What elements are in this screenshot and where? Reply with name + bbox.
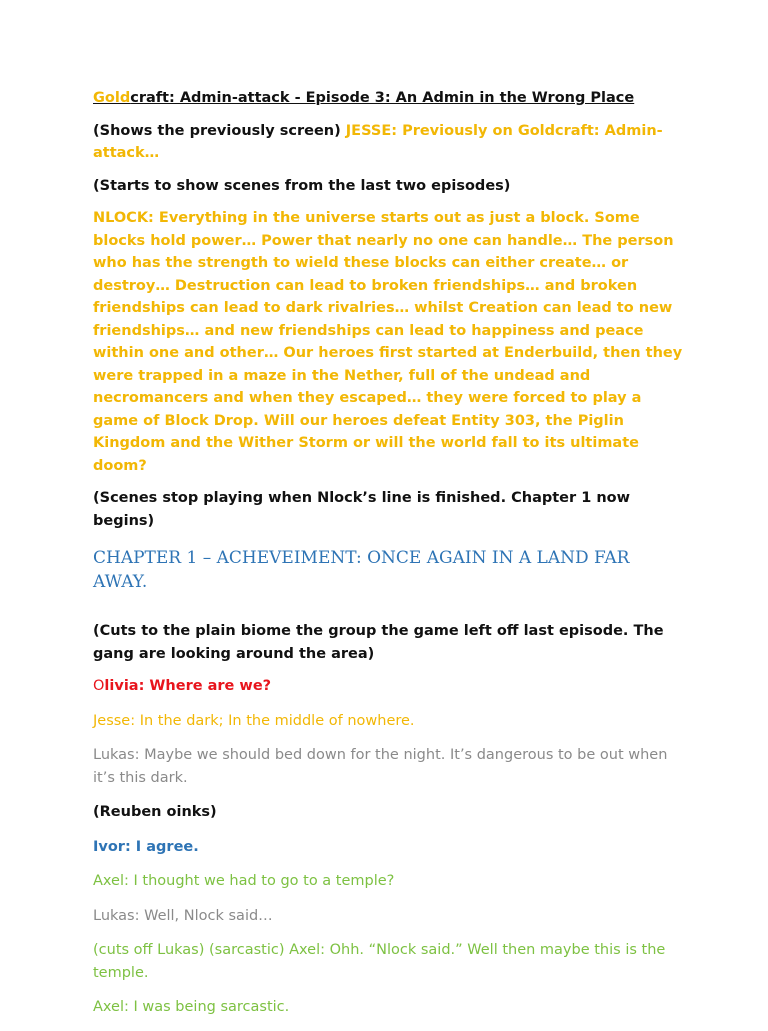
stage-direction: (Reuben oinks) (93, 804, 217, 820)
axel-line: (cuts off Lukas) (sarcastic) Axel: Ohh. “Nlock said.” Well then maybe this is the temple. (93, 942, 666, 981)
axel-line: Axel: I thought we had to go to a temple? (93, 873, 395, 889)
stage-direction: (Cuts to the plain biome the group the game left off last episode. The gang are looking around the area) (93, 623, 664, 662)
olivia-line (93, 675, 683, 698)
lukas-line: Lukas: Maybe we should bed down for the night. It’s dangerous to be out when it’s this dark. (93, 747, 668, 786)
lukas-line: Lukas: Well, Nlock said… (93, 907, 273, 924)
nlock-monologue: NLOCK: Everything in the universe starts out as just a block. Some blocks hold power… Power that nearly no one can handle… The person who has the strength to wield these blocks can either create… or destroy… Destruction can lead to broken friendships… and broken friendships can lead to dark rivalries… whilst Creation can lead to new friendships… and new friendships can lead to happiness and peace within one and other… Our heroes first started at Enderbuild, then they were trapped in a maze in the Nether, full of the undead and necromancers and when they escaped… they were forced to play a game of Block Drop. Will our heroes defeat Entity 303, the Piglin Kingdom and the Wither Storm or will the world fall to its ultimate doom? (93, 210, 683, 474)
jesse-line: Jesse: In the dark; In the middle of nowhere. (93, 712, 415, 729)
previously-line (93, 120, 683, 165)
document-page (93, 87, 683, 1031)
stage-direction: (Scenes stop playing when Nlock’s line is finished. Chapter 1 now begins) (93, 490, 631, 529)
stage-direction: (Shows the previously screen) (93, 122, 346, 139)
title-rest: craft: Admin-attack - Episode 3: An Admin in the Wrong Place (130, 90, 635, 106)
jesse-line: JESSE: Previously on Goldcraft: Admin-attack… (93, 122, 663, 161)
title-prefix: Gold (93, 90, 131, 106)
chapter-heading: CHAPTER 1 – ACHEVEIMENT: ONCE AGAIN IN A LAND FAR AWAY. (93, 548, 630, 592)
olivia-initial: O (93, 678, 105, 694)
document-title (93, 87, 683, 110)
stage-direction: (Starts to show scenes from the last two episodes) (93, 177, 511, 194)
olivia-line-rest: livia: Where are we? (104, 678, 272, 694)
ivor-line: Ivor: I agree. (93, 838, 199, 855)
axel-line: Axel: I was being sarcastic. (93, 999, 290, 1015)
